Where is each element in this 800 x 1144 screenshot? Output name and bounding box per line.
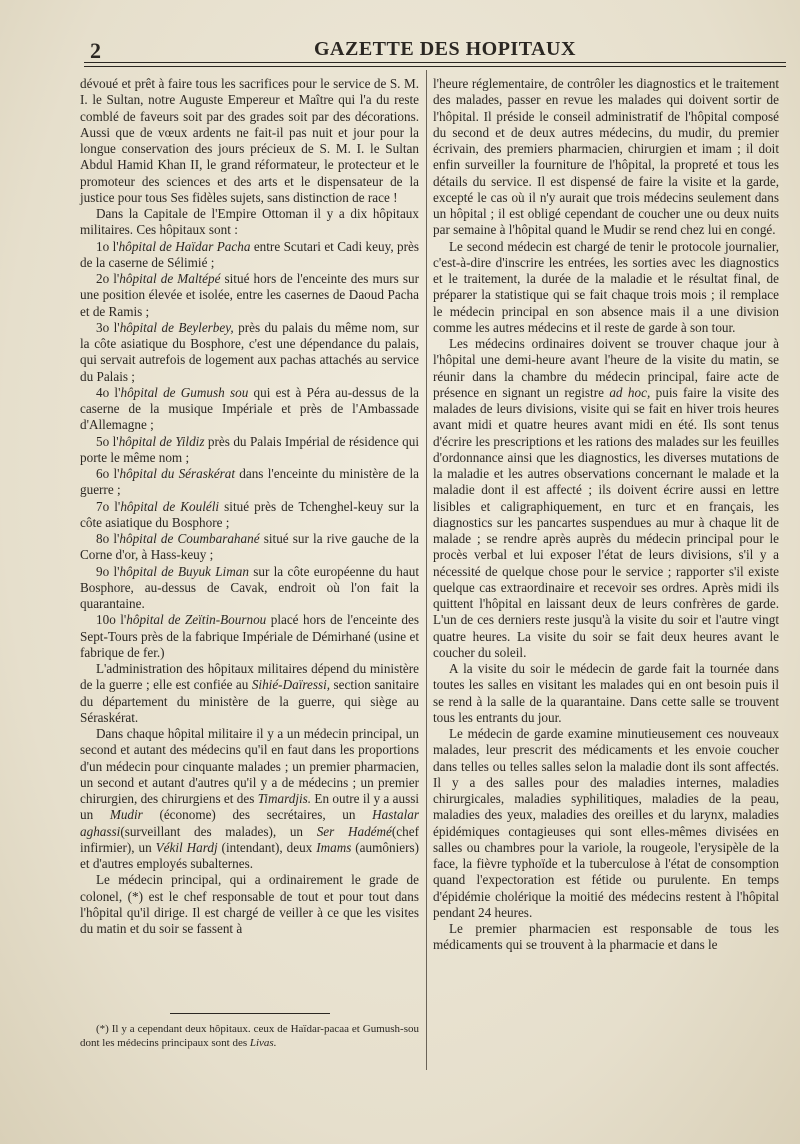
right-column [433, 76, 779, 954]
footnote: (*) Il y a cependant deux hôpitaux. ceux de Haïdar-pacaa et Gumush-sou dont les médecins principaux sont des Livas. [80, 1023, 419, 1049]
left-column [80, 76, 419, 937]
paragraph: Le second médecin est chargé de tenir le protocole journalier, c'est-à-dire d'inscrire les entrées, les sorties avec les diagnostics et le traitement, la durée de la maladie et le résultat final, de préparer la statistique qui se fait chaque trois mois ; il remplace le médecin principal en son absence mais il a une division comme les autres médecins et il reste de garde à son tour. [433, 238, 779, 335]
journal-title: GAZETTE DES HOPITAUX [314, 38, 576, 60]
paragraph: l'heure réglementaire, de contrôler les diagnostics et le traitement des malades, passer en revue les malades qui doivent sortir de l'hôpital. Il préside le conseil administratif de l'hôpital composé du second et de deux autres médecins, du mudir, du premier écrivain, des premiers pharmacien, chirurgien et imam ; il doit enfin surveiller la fourniture de l'hôpital, la propreté et tous les détails du service. Il est dispensé de faire la visite et la garde, excepté le cas où il n'y aurait que trois médecins seulement dans un hôpital ; il est obligé cependant de coucher une ou deux nuits par semaine à l'hôpital quand le Mudir se rend chez lui en congé. [433, 76, 779, 238]
paragraph: Le premier pharmacien est responsable de tous les médicaments qui se trouvent à la pharmacie et dans le [433, 921, 779, 953]
paragraph: A la visite du soir le médecin de garde fait la tournée dans toutes les salles en visitant les malades qui en ont besoin puis il se rend à la salle de la quarantaine. Dans cette salle se trouvent tous les entrants du jour. [433, 661, 779, 725]
page-header [84, 34, 786, 64]
paragraph: Dans chaque hôpital militaire il y a un médecin principal, un second et autant des médecins qu'il en faut dans les proportions d'un médecin pour cinquante malades ; un premier pharmacien, un second et autant d'autres qu'il y a de médecins ; un premier chirurgien, des chirurgiens et des Timardjis. En outre il y a aussi un Mudir (économe) des secrétaires, un Hastalar aghassi(surveillant des malades), un Ser Hadémé(chef infirmier), un Vékil Hardj (intendant), deux Imams (aumôniers) et d'autres employés subalternes. [80, 726, 420, 871]
footnote-rule [170, 1013, 330, 1014]
hospital-entry: 8o l'hôpital de Coumbarahané situé sur la rive gauche de la Corne d'or, à Hass-keuy ; [80, 531, 419, 563]
hospital-entry: 3o l'hôpital de Beylerbey, près du palais du même nom, sur la côte asiatique du Bosphore, c'est une dépendance du palais, qui servait autrefois de logement aux pachas attachés au service du Palais ; [80, 319, 420, 384]
paragraph: dévoué et prêt à faire tous les sacrifices pour le service de S. M. I. le Sultan, notre Auguste Empereur et Maître qui l'a du reste comblé de faveurs soit par des grades soit par des décorations. Aussi que de vœux ardents ne fait-il pas nuit et jour pour la longue conservation des jours précieux de S. M. I. le Sultan Abdul Hamid Khan II, le grand réformateur, le protecteur et le promoteur des sciences et des arts et le dispensateur de la justice pour tous Ses fidèles sujets, sans distinction de race ! [80, 76, 419, 205]
hospital-entry: 6o l'hôpital du Séraskérat dans l'enceinte du ministère de la guerre ; [80, 466, 419, 498]
page-number: 2 [90, 38, 101, 63]
paragraph: Le médecin de garde examine minutieusement ces nouveaux malades, leur prescrit des médicaments et les envoie coucher dans telles ou telles salles selon la maladie dont ils sont affectés. Il y a des salles pour des maladies internes, maladies chirurgicales, maladies syphilitiques, maladies de la peau, maladies des yeux, maladies des oreilles et du larynx, maladies épidémiques contagieuses qui sont elles-mêmes divisées en salles ou chambres pour la variole, la rougeole, l'erysipèle de la face, la fièvre typhoïde et la tuberculose à l'état de consomption quand l'expectoration est fétide ou purulente. En temps d'épidémie cholérique la moitié des médecins restent à l'hôpital pendant 24 heures. [433, 726, 779, 920]
hospital-entry: 1o l'hôpital de Haïdar Pacha entre Scutari et Cadi keuy, près de la caserne de Sélimié ; [80, 238, 419, 270]
hospital-entry: 4o l'hôpital de Gumush sou qui est à Péra au-dessus de la caserne de la musique Impériale et près de l'Ambassade d'Allemagne ; [80, 384, 420, 433]
column-divider [426, 70, 427, 1070]
header-rule-thin [84, 66, 786, 67]
paragraph: Le médecin principal, qui a ordinairement le grade de colonel, (*) est le chef responsable de tout et pour tout dans l'hôpital qu'il dirige. Il est chargé de veiller à ce que les visites du matin et du soir se fassent à [80, 872, 419, 936]
hospital-entry: 5o l'hôpital de Yildiz près du Palais Impérial de résidence qui porte le même nom ; [80, 433, 419, 465]
paragraph: Dans la Capitale de l'Empire Ottoman il y a dix hôpitaux militaires. Ces hôpitaux sont : [80, 206, 419, 238]
hospital-entry: 7o l'hôpital de Kouléli situé près de Tchenghel-keuy sur la côte asiatique du Bosphore ; [80, 498, 419, 530]
hospital-entry: 9o l'hôpital de Buyuk Liman sur la côte européenne du haut Bosphore, au-dessus de Cavak, endroit où l'on fait la quarantaine. [80, 563, 419, 611]
paragraph: Les médecins ordinaires doivent se trouver chaque jour à l'hôpital une demi-heure avant l'heure de la visite du matin, se réunir dans la chambre du médecin principal, faire acte de présence en signant un registre ad hoc, puis faire la visite des malades de leurs divisions, visite qui se fait en hiver trois heures avant midi et quatre heures avant midi en été. Ils sont tenus d'écrire les prescriptions et les rations des malades sur les feuilles d'ordonnance ainsi que les diagnostics, les diverses mutations de la maladie et les autres observations concernant le malade et la maladie dont il est affecté ; ils doivent écrire aussi en lettre lisibles et caligraphiquement, en turc et en français, les diagnostics sur les pancartes suspendues au mur à chaque lit de malade ; se rendre après auprès du médecin principal pour le procès verbal et lui exposer l'état de leurs divisions, s'il y a nécessité de quelque chose pour le service ; rapporter s'il existe quelque cas extraordinaire et recevoir ses ordres. Après midi ils quittent l'hôpital en laissant deux de leurs confrères de garde. L'un de ces derniers reste jusqu'à la visite du soir et l'autre vingt quatre heures. La visite du soir se fait deux heures avant le coucher du soleil. [433, 336, 779, 660]
hospital-entry: 10o l'hôpital de Zeïtin-Bournou placé hors de l'enceinte des Sept-Tours près de la fabrique Impériale de Démirhané (usine et fabrique de fer.) [80, 612, 419, 660]
paragraph: L'administration des hôpitaux militaires dépend du ministère de la guerre ; elle est confiée au Sihié-Daïressi, section sanitaire du département du ministère de la guerre, qui siège au Séraskérat. [80, 661, 419, 725]
hospital-entry: 2o l'hôpital de Maltépé situé hors de l'enceinte des murs sur une position élevée et isolée, entre les casernes de Daoud Pacha et de Ramis ; [80, 271, 419, 319]
header-rule-thick [84, 62, 786, 63]
